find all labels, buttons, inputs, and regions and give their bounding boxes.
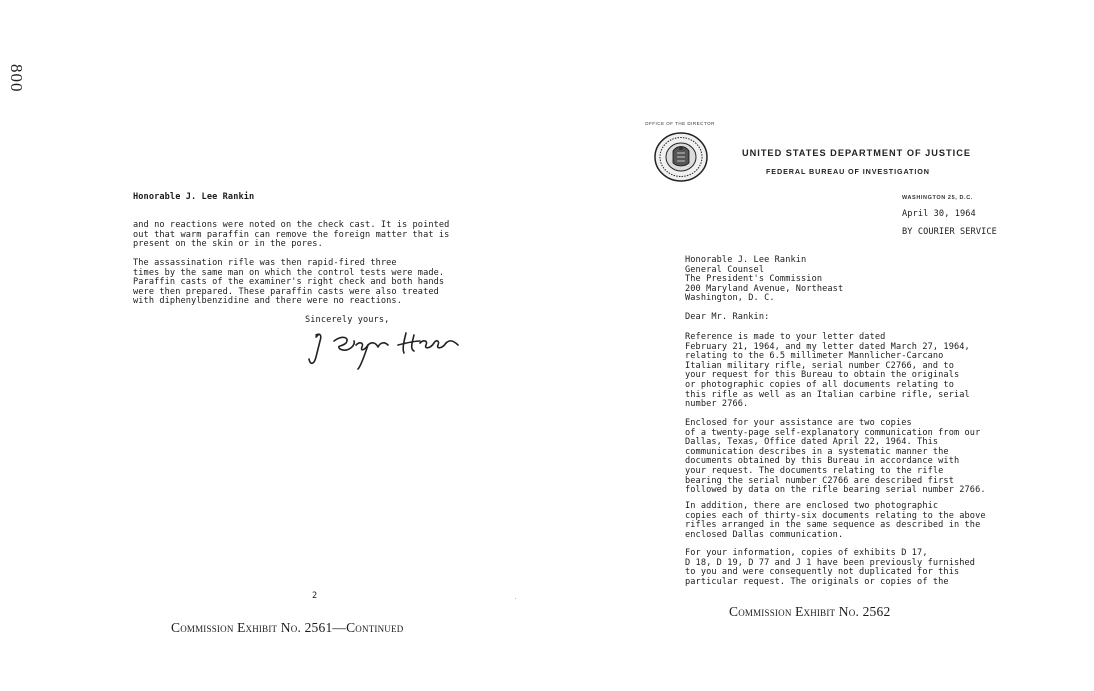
department-heading: UNITED STATES DEPARTMENT OF JUSTICE: [742, 148, 971, 158]
right-caption-text: Commission Exhibit No. 2562: [729, 604, 891, 619]
dateline-city: WASHINGTON 25, D.C.: [902, 195, 973, 201]
left-footer-page-number: 2: [312, 591, 318, 601]
salutation: Dear Mr. Rankin:: [685, 312, 770, 322]
left-paragraph-2: The assassination rifle was then rapid-fired three times by the same man on which the control tests were made. Paraffin casts of the examiner's right check and both hands were then prepared. These paraffin casts were also treated with diphenylbenzidine and there were no reactions.: [133, 258, 445, 307]
right-paragraph-3: In addition, there are enclosed two photographic copies each of thirty-six documents relating to the above rifles arranged in the same sequence as described in the enclosed Dallas communication.: [685, 501, 986, 540]
left-caption: [171, 620, 403, 636]
seal-caption: OFFICE OF THE DIRECTOR: [645, 121, 715, 126]
left-caption-text: Commission Exhibit No. 2561—Continued: [171, 620, 404, 635]
bureau-heading: FEDERAL BUREAU OF INVESTIGATION: [766, 167, 930, 176]
delivery-method: BY COURIER SERVICE: [902, 227, 997, 237]
scan-speck: [515, 598, 516, 599]
doj-seal-icon: [653, 131, 709, 183]
recipient-address: Honorable J. Lee Rankin General Counsel The President's Commission 200 Maryland Avenue, Northeast Washington, D. C.: [685, 255, 844, 304]
left-addressee: Honorable J. Lee Rankin: [133, 192, 255, 202]
left-closing: Sincerely yours,: [305, 315, 390, 325]
right-caption: [729, 604, 890, 620]
right-paragraph-4: For your information, copies of exhibits D 17, D 18, D 19, D 77 and J 1 have been previously furnished to you and were consequently not duplicated for this particular request. The originals or copies of the: [685, 548, 976, 587]
signature-image: [306, 327, 466, 371]
letter-date: April 30, 1964: [902, 209, 976, 219]
left-paragraph-1: and no reactions were noted on the check cast. It is pointed out that warm paraffin can remove the foreign matter that is present on the skin or in the pores.: [133, 220, 450, 250]
right-paragraph-1: Reference is made to your letter dated February 21, 1964, and my letter dated March 27, 1964, relating to the 6.5 millimeter Mannlicher-Carcano Italian military rifle, serial number C2766, and to your request for this Bureau to obtain the originals or photographic copies of all documents relating to this rifle as well as an Italian carbine rifle, serial number 2766.: [685, 332, 970, 410]
page-number: 800: [7, 64, 26, 93]
right-paragraph-2: Enclosed for your assistance are two copies of a twenty-page self-explanatory communication from our Dallas, Texas, Office dated April 22, 1964. This communication describes in a systematic manner the documents obtained by this Bureau in accordance with your request. The documents relating to the rifle bearing the serial number C2766 are described first followed by data on the rifle bearing serial number 2766.: [685, 418, 986, 496]
